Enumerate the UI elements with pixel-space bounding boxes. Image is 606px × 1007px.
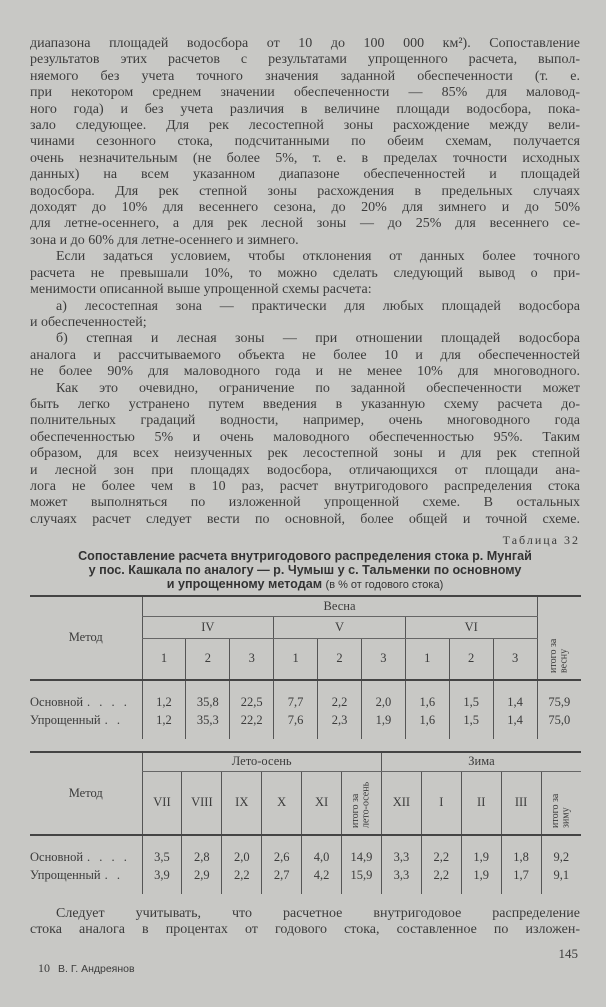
value-cell: 1,4 [493, 711, 537, 739]
text-line: результатов этих расчетов с результатами упрощенного расчета, выпол- [30, 52, 580, 68]
table-spring [30, 595, 581, 739]
signature-number: 10 [38, 960, 50, 975]
method-name: Основной [30, 694, 84, 709]
text-line: менимости описанной выше упрощенной схемы расчета: [30, 282, 372, 298]
body-text-bottom [30, 906, 580, 939]
caption-line: у пос. Кашкала по аналогу — р. Чумыш у с. Тальменки по основному [88, 563, 522, 578]
text-line: Если задаться условием, чтобы отклонения от данных более точного [56, 249, 580, 265]
text-line: Как это очевидно, ограничение по заданной обеспеченности может [56, 380, 580, 396]
text-line: для летне-осеннего, а для рек лесной зоны — до 25% для весеннего се- [30, 216, 580, 232]
month-header [342, 771, 382, 835]
value-cell: 1,9 [361, 711, 405, 739]
decade-header: 1 [142, 638, 186, 679]
method-header: Метод [30, 596, 142, 680]
author: В. Г. Андреянов [58, 962, 135, 975]
value-cell: 1,2 [142, 680, 186, 711]
value-cell: 3,3 [381, 866, 421, 894]
value-cell: 15,9 [342, 866, 382, 894]
value-cell: 1,9 [461, 835, 501, 866]
value-cell: 35,8 [186, 680, 230, 711]
leader-dots: . . [104, 867, 123, 882]
value-cell: 1,2 [142, 711, 186, 739]
value-cell: 2,7 [262, 866, 302, 894]
caption-line-text: и упрощенному методам [166, 577, 323, 592]
table-summer-winter [30, 751, 581, 894]
value-cell: 22,2 [230, 711, 274, 739]
method-cell [30, 835, 142, 866]
value-cell: 2,8 [182, 835, 222, 866]
text-line: и обеспеченностей; [30, 314, 147, 330]
body-text-top [30, 36, 580, 528]
value-cell: 1,8 [501, 835, 541, 866]
total-header: итого за весну [547, 638, 570, 673]
decade-header: 1 [405, 638, 449, 679]
value-cell: 75,0 [537, 711, 581, 739]
leader-dots: . . . . [87, 694, 130, 709]
decade-header: 3 [493, 638, 537, 679]
table-row [30, 711, 581, 739]
month-header: IX [222, 771, 262, 835]
month-header: X [262, 771, 302, 835]
text-line: диапазона площадей водосбора от 10 до 100 000 км²). Сопоставление [30, 36, 580, 51]
month-header: II [461, 771, 501, 835]
text-line: может выполняться по изложенной упрощенной схеме. В остальных [30, 495, 580, 511]
value-cell: 2,6 [262, 835, 302, 866]
month-header: VIII [182, 771, 222, 835]
decade-header: 3 [230, 638, 274, 679]
decade-header: 1 [274, 638, 318, 679]
month-header: IV [142, 617, 274, 639]
table-caption [40, 549, 570, 592]
text-line: обеспеченностью 5% и очень маловодного обеспеченностью 95%. Таким [30, 429, 580, 445]
method-cell [30, 711, 142, 739]
value-cell: 2,9 [182, 866, 222, 894]
text-line: при некотором среднем значении обеспеченности — 85% для маловод- [30, 85, 580, 101]
caption-line [40, 577, 570, 592]
value-cell: 2,2 [421, 835, 461, 866]
value-cell: 1,9 [461, 866, 501, 894]
total-header: итого за зиму [549, 793, 572, 828]
text-line: образом, для всех неизученных рек лесостепной зоны и для рек степной [30, 446, 580, 462]
value-cell: 1,5 [449, 711, 493, 739]
month-header: III [501, 771, 541, 835]
text-line: стока аналога в процентах от годового стока, составленное по изложен- [30, 922, 580, 938]
leader-dots: . . [104, 712, 123, 727]
caption-line: Сопоставление расчета внутригодового распределения стока р. Мунгай [78, 549, 532, 564]
text-line: няемого без учета точного значения заданной обеспеченности (т. е. [30, 68, 580, 84]
value-cell: 3,9 [142, 866, 182, 894]
method-name: Упрощенный [30, 867, 101, 882]
value-cell: 2,2 [222, 866, 262, 894]
month-header: I [421, 771, 461, 835]
value-cell: 7,7 [274, 680, 318, 711]
value-cell: 2,3 [318, 711, 362, 739]
method-cell [30, 866, 142, 894]
text-line: Следует учитывать, что расчетное внутригодовое распределение [56, 905, 580, 921]
text-line: полнительных градаций водности, например, очень многоводного года [30, 413, 580, 429]
text-line: б) степная и лесная зоны — при отношении площадей водосбора [56, 331, 580, 347]
text-line: водосбора. Для рек степной зоны расхождения в предельных случаях [30, 183, 580, 199]
decade-header: 2 [318, 638, 362, 679]
value-cell: 2,0 [222, 835, 262, 866]
text-line: чинами сезонного стока, подсчитанными по обеим схемам, получается [30, 134, 580, 150]
method-header: Метод [30, 752, 142, 835]
text-line: быть легко устранено путем введения в указанную схему расчета до- [30, 396, 580, 412]
method-name: Основной [30, 849, 84, 864]
value-cell: 9,1 [541, 866, 581, 894]
value-cell: 14,9 [342, 835, 382, 866]
value-cell: 1,4 [493, 680, 537, 711]
decade-header: 2 [186, 638, 230, 679]
month-header: XII [381, 771, 421, 835]
month-header: VI [405, 617, 537, 639]
decade-header: 3 [361, 638, 405, 679]
value-cell: 9,2 [541, 835, 581, 866]
text-line: очень незначительным (не более 5%, т. е. в пределах точности исходных [30, 150, 580, 166]
table-row [30, 835, 581, 866]
value-cell: 2,0 [361, 680, 405, 711]
value-cell: 1,6 [405, 711, 449, 739]
month-header [541, 771, 581, 835]
table-row [30, 866, 581, 894]
season-header: Зима [381, 752, 581, 772]
month-header: VII [142, 771, 182, 835]
text-line: доходят до 10% для весеннего сезона, до 20% для зимнего и до 50% [30, 200, 580, 216]
value-cell: 1,7 [501, 866, 541, 894]
table-row [30, 680, 581, 711]
leader-dots: . . . . [87, 849, 130, 864]
text-line: аналога и рассчитываемого объекта не более 10 и для обеспеченностей [30, 347, 580, 363]
value-cell: 1,6 [405, 680, 449, 711]
season-header: Лето-осень [142, 752, 381, 772]
value-cell: 35,3 [186, 711, 230, 739]
text-line: случаях расчет следует вести по основной, более общей и точной схеме. [30, 511, 580, 527]
text-line: данных) на всем указанном диапазоне обеспеченностей и площадей [30, 167, 580, 183]
value-cell: 4,0 [302, 835, 342, 866]
page-number: 145 [558, 945, 578, 961]
value-cell: 1,5 [449, 680, 493, 711]
decade-header: 2 [449, 638, 493, 679]
page-footer [30, 947, 580, 987]
text-line: зало следующее. Для рек лесостепной зоны расхождение между вели- [30, 118, 580, 134]
value-cell: 22,5 [230, 680, 274, 711]
text-line: и лесной зон при площадях водосбора, отличающихся от площади ана- [30, 462, 580, 478]
caption-unit: (в % от годового стока) [325, 579, 444, 592]
text-line: ного года) и без учета различия в величине площади водосбора, пока- [30, 101, 580, 117]
footer-signature [38, 961, 135, 976]
value-cell: 2,2 [318, 680, 362, 711]
method-name: Упрощенный [30, 712, 101, 727]
value-cell: 7,6 [274, 711, 318, 739]
month-header: XI [302, 771, 342, 835]
value-cell: 3,5 [142, 835, 182, 866]
month-header: V [274, 617, 406, 639]
total-header: итого за лето-осень [349, 781, 372, 828]
value-cell: 4,2 [302, 866, 342, 894]
text-line: а) лесостепная зона — практически для любых площадей водосбора [56, 298, 580, 314]
value-cell: 75,9 [537, 680, 581, 711]
method-cell [30, 680, 142, 711]
text-line: не более 90% для маловодного года и не менее 10% для многоводного. [30, 364, 580, 380]
value-cell: 3,3 [381, 835, 421, 866]
text-line: расчета не превышали 10%, то можно сделать следующий вывод о при- [30, 265, 580, 281]
season-header: Весна [142, 596, 537, 617]
value-cell: 2,2 [421, 866, 461, 894]
text-line: зона и до 60% для летне-осеннего и зимнего. [30, 232, 299, 248]
text-line: лога не более чем в 10 раз, расчет внутригодового распределения стока [30, 478, 580, 494]
table-number: Таблица 32 [502, 533, 580, 548]
